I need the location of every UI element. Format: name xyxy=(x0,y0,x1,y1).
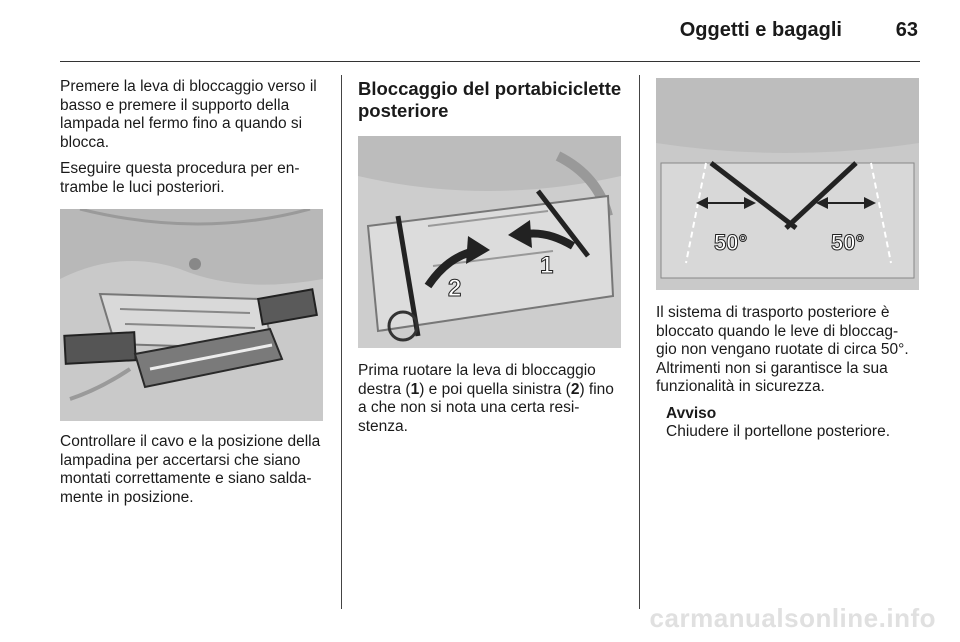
notice-title: Avviso xyxy=(666,404,717,422)
paragraph-rotate-levers: Prima ruotare la leva di bloccaggio destra (1) e poi quella sinistra (2) fino a che non si nota una certa resi- stenza. xyxy=(358,362,614,435)
figure-label-left-angle: 50° xyxy=(714,230,748,255)
ref-lever-1: 1 xyxy=(410,380,420,398)
notice-text: Chiudere il portellone posteriore. xyxy=(666,423,891,440)
page-number: 63 xyxy=(895,19,918,41)
figure-label-1: 1 xyxy=(540,252,554,279)
watermark: carmanualsonline.info xyxy=(649,603,936,633)
paragraph-check-cable: Controllare il cavo e la posizione della lampadina per accertarsi che siano montati correttamente e siano salda- mente in posizione. xyxy=(60,433,321,506)
column-3 xyxy=(656,78,922,442)
figure-label-right-angle: 50° xyxy=(831,230,865,255)
figure-taillight-holder xyxy=(60,209,323,421)
column-1 xyxy=(60,78,328,515)
header-divider xyxy=(60,61,920,62)
figure-locking-levers xyxy=(358,136,621,348)
paragraph-locking-system: Il sistema di trasporto posteriore è bloccato quando le leve di bloccag- gio non vengano ruotate di circa 50°. Altrimenti non si garantisce la sua funzionalità in sicurezza. xyxy=(656,304,909,395)
notice-box xyxy=(656,405,922,442)
page-title: Oggetti e bagagli xyxy=(679,19,842,41)
figure-lever-angles xyxy=(656,78,919,290)
column-divider-left xyxy=(341,75,342,609)
figure-label-2: 2 xyxy=(448,275,462,302)
page-header xyxy=(0,0,960,62)
ref-lever-2: 2 xyxy=(570,380,580,398)
section-heading: Bloccaggio del portabiciclette posteriore xyxy=(358,78,622,121)
column-2 xyxy=(358,78,626,444)
column-divider-right xyxy=(639,75,640,609)
paragraph-press-lever: Premere la leva di bloccaggio verso il basso e premere il supporto della lampada nel fermo fino a quando si blocca. xyxy=(60,78,317,151)
paragraph-both-lights: Eseguire questa procedura per en- trambe le luci posteriori. xyxy=(60,160,300,196)
